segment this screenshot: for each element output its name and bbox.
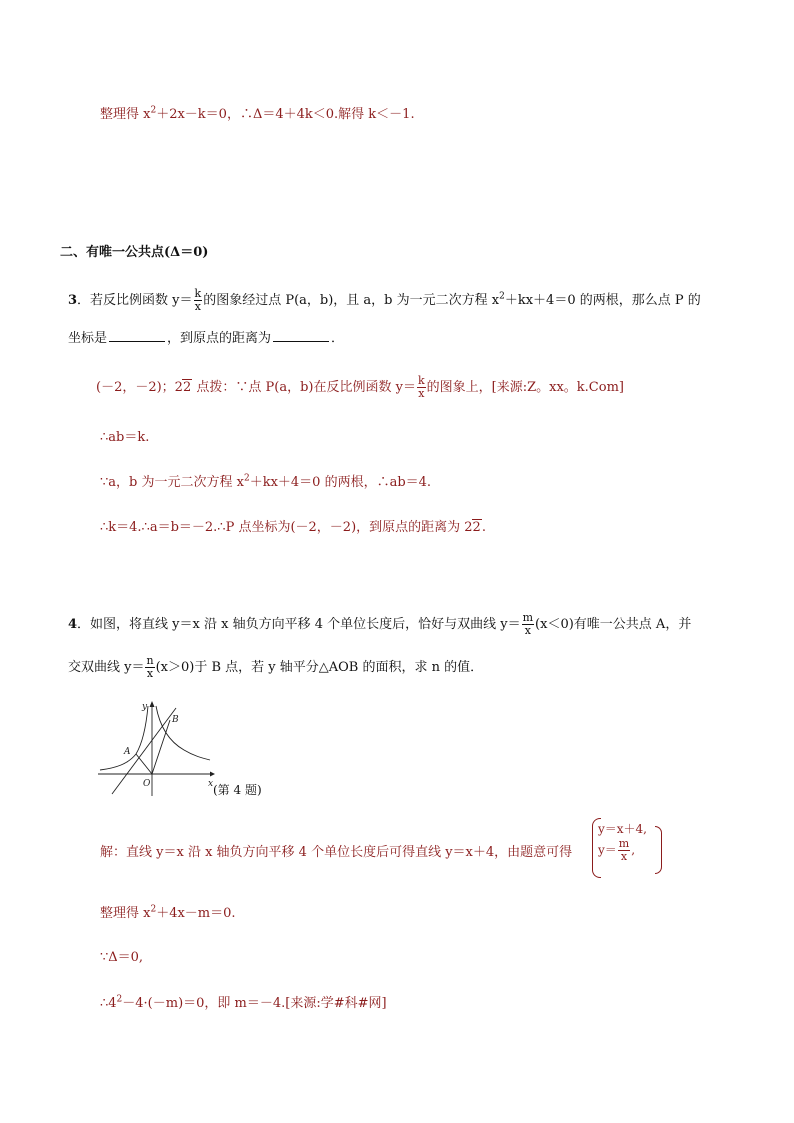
fraction	[145, 655, 154, 680]
figure-caption: (第 4 题)	[213, 783, 262, 797]
text: 坐标是	[68, 331, 108, 346]
hyperbola-figure	[96, 698, 216, 798]
text: ∴ab＝k.	[100, 430, 150, 445]
sqrt: 2	[182, 380, 192, 395]
question-4-solution-line-4	[100, 992, 387, 1011]
fraction-numerator: k	[417, 374, 425, 387]
solution-line-simplify	[100, 103, 415, 122]
text: ．若反比例函数 y＝	[77, 293, 193, 308]
text: 的图象经过点 P(a，b)，且 a，b 为一元二次方程 x	[203, 293, 500, 308]
superscript: 2	[150, 904, 157, 915]
question-3-line-1	[68, 288, 701, 313]
text: (－2，－2)；2	[96, 380, 183, 395]
text: ，到原点的距离为	[167, 331, 272, 346]
fraction-numerator: m	[618, 837, 630, 850]
question-number: 4	[68, 617, 78, 632]
text: ＋4x－m＝0.	[156, 906, 236, 921]
text: 整理得 x	[100, 107, 151, 122]
text: (x＞0)于 B 点，若 y 轴平分△AOB 的面积，求 n 的值．	[155, 660, 484, 675]
superscript: 2	[499, 291, 505, 302]
text: (x＜0)有唯一公共点 A，并	[535, 617, 692, 632]
question-4-solution-line-2	[100, 902, 236, 921]
text: －4·(－m)＝0，即 m＝－4.[来源:学#科#网]	[122, 996, 387, 1011]
text: ∴k＝4.∴a＝b＝－2.∴P 点坐标为(－2，－2)，到原点的距离为 2	[100, 520, 473, 535]
fraction	[522, 612, 534, 637]
hyperbola-right-branch	[156, 706, 210, 760]
text: ．	[331, 331, 345, 346]
equation-1: y＝x＋4,	[598, 822, 647, 836]
text: y＝	[598, 843, 617, 857]
y-axis-arrow	[150, 701, 155, 707]
question-number: 3	[68, 293, 78, 308]
fraction-numerator: k	[194, 287, 202, 300]
question-3-line-2	[68, 327, 344, 346]
text: 交双曲线 y＝	[68, 660, 145, 675]
text: ,	[631, 843, 636, 857]
question-4-line-2	[68, 655, 483, 680]
question-4-line-1	[68, 612, 691, 637]
superscript: 2	[116, 994, 123, 1005]
question-4-solution-line-3	[100, 946, 143, 965]
section-title: 二、有唯一公共点(Δ＝0)	[60, 245, 209, 260]
fraction	[618, 838, 630, 863]
segment-OA	[136, 754, 152, 774]
question-3-step-1	[100, 426, 149, 445]
fraction-denominator: x	[524, 624, 531, 637]
text: ＋kx＋4＝0 的两根，那么点 P 的	[504, 293, 701, 308]
superscript: 2	[150, 105, 157, 116]
text: ∵Δ＝0,	[100, 950, 144, 965]
fraction-denominator: x	[146, 667, 154, 680]
section-heading	[60, 241, 208, 260]
superscript: 2	[243, 473, 250, 484]
y-axis-label: y	[142, 702, 148, 712]
text: 的图象上，[来源:Z。xx。k.Com]	[426, 380, 624, 395]
fraction-denominator: x	[194, 300, 201, 313]
question-3-step-3	[100, 516, 486, 535]
text: .	[481, 520, 486, 535]
right-paren	[655, 826, 662, 874]
answer-blank	[273, 341, 329, 342]
fraction-numerator: n	[146, 654, 154, 667]
question-3-answer	[96, 375, 624, 400]
text: 点拨：∵点 P(a，b)在反比例函数 y＝	[192, 380, 416, 395]
equation-2	[598, 838, 635, 863]
question-4-solution-line-1	[100, 841, 572, 860]
fraction-denominator: x	[418, 387, 425, 400]
text: ∵a，b 为一元二次方程 x	[100, 475, 244, 490]
fraction-numerator: m	[522, 611, 534, 624]
x-axis-arrow	[210, 772, 215, 777]
text: 整理得 x	[100, 906, 151, 921]
fraction	[417, 375, 426, 400]
question-3-step-2	[100, 471, 431, 490]
text: ＋kx＋4＝0 的两根，∴ab＝4.	[249, 475, 432, 490]
x-axis-label: x	[208, 779, 214, 789]
equation-system	[592, 818, 662, 876]
text: 解：直线 y＝x 沿 x 轴负方向平移 4 个单位长度后可得直线 y＝x＋4，由题意可得	[100, 845, 573, 860]
text: ∴4	[100, 996, 117, 1011]
answer-blank	[109, 341, 165, 342]
point-A-label: A	[124, 747, 131, 757]
text: ．如图，将直线 y＝x 沿 x 轴负方向平移 4 个单位长度后，恰好与双曲线 y＝	[77, 617, 521, 632]
sqrt: 2	[472, 520, 481, 535]
fraction	[194, 288, 203, 313]
text: ＋2x－k＝0，∴Δ＝4＋4k＜0.解得 k＜－1.	[156, 107, 415, 122]
point-B-label: B	[172, 715, 179, 725]
origin-label: O	[143, 779, 151, 789]
fraction-denominator: x	[620, 850, 628, 863]
